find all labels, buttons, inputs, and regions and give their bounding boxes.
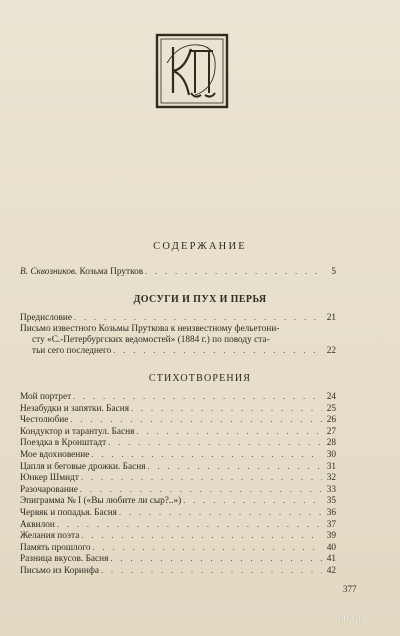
toc-entry: [20, 519, 336, 531]
leader-dots: [81, 530, 322, 542]
monogram-logo-icon: [155, 33, 229, 109]
leader-dots: [136, 426, 322, 438]
leader-dots: [183, 495, 322, 507]
toc-entry-title: Честолюбие: [20, 415, 69, 426]
toc-entry-letter-line-1: Письмо известного Козьмы Пруткова к неизвестному фельетони-: [20, 324, 280, 334]
leader-dots: [131, 403, 322, 415]
toc-entry-title: Аквилон: [20, 519, 55, 530]
toc-entry-title: Разница вкусов. Басня: [20, 554, 109, 565]
leader-dots: [110, 553, 322, 565]
section-heading-dosugi: ДОСУГИ И ПУХ И ПЕРЬЯ: [133, 294, 267, 305]
leader-dots: [80, 484, 322, 496]
toc-page-number: 24: [326, 392, 336, 402]
section-heading-poems: СТИХОТВОРЕНИЯ: [148, 373, 252, 384]
leader-dots: [119, 507, 322, 519]
toc-entry-title: Разочарование: [20, 484, 78, 495]
leader-dots: [145, 266, 322, 278]
toc-page-number: 33: [326, 484, 336, 495]
toc-entry-title: Юнкер Шмидт: [20, 473, 79, 484]
toc-entry-title: тьи сего последнего: [32, 346, 112, 356]
toc-entry-title: Мой портрет: [20, 392, 72, 402]
toc-entry-title: Письмо из Коринфа: [20, 566, 100, 576]
toc-author: В. Сквозников.: [20, 267, 78, 277]
leader-dots: [73, 391, 322, 403]
toc-page-number: 37: [326, 519, 336, 530]
toc-entry: [20, 565, 336, 577]
toc-entry: [20, 484, 336, 496]
toc-entry: [20, 414, 336, 426]
toc-page-number: 30: [326, 450, 336, 460]
leader-dots: [70, 414, 322, 426]
toc-entry: [20, 461, 336, 473]
toc-page-number: 22: [326, 346, 336, 356]
toc-entry: [20, 495, 336, 507]
leader-dots: [113, 345, 322, 357]
toc-page-number: 26: [326, 415, 336, 426]
toc-entry: [20, 391, 336, 403]
toc-entry-letter-line-2: сту «С.-Петербургских ведомостей» (1884 г.) по поводу ста-: [32, 335, 270, 345]
toc-entry-letter-line-3: [32, 345, 336, 357]
toc-page-number: 28: [326, 438, 336, 449]
contents-heading: СОДЕРЖАНИЕ: [153, 241, 247, 252]
leader-dots: [108, 437, 322, 449]
toc-page-number: 41: [326, 554, 336, 565]
toc-entry-title: Червяк и попадья. Басня: [20, 508, 117, 518]
toc-page-number: 27: [326, 426, 336, 437]
toc-page-number: 32: [326, 473, 336, 484]
watermark: au.ru: [338, 613, 361, 624]
toc-entry-title: [20, 266, 143, 278]
toc-page-number: 40: [326, 542, 336, 553]
toc-entry: [20, 449, 336, 461]
toc-entry-title: Незабудки и запятки. Басня: [20, 403, 130, 414]
toc-entry: [20, 507, 336, 519]
toc-entry: [20, 542, 336, 554]
toc-entry-title: Эпиграмма № I («Вы любите ли сыр?..»): [20, 496, 182, 507]
toc-page-number: 25: [326, 403, 336, 414]
toc-entry-title-text: Козьма Прутков: [79, 267, 144, 277]
toc-page-number: 36: [326, 508, 336, 518]
leader-dots: [91, 449, 322, 461]
toc-entry: [20, 553, 336, 565]
toc-page-number: 31: [326, 461, 336, 472]
leader-dots: [101, 565, 322, 577]
leader-dots: [148, 461, 323, 473]
toc-entry-intro: [20, 266, 336, 278]
toc-entry: [20, 426, 336, 438]
toc-entry: [20, 437, 336, 449]
toc-entry-title: Желания поэта: [20, 531, 80, 542]
toc-entry: [20, 530, 336, 542]
leader-dots: [93, 542, 322, 554]
toc-entry-title: Память прошлого: [20, 542, 91, 553]
toc-page-number: 39: [326, 531, 336, 542]
page-number: 377: [343, 584, 357, 594]
toc-entry-title: Кондуктор и тарантул. Басня: [20, 426, 135, 437]
toc-entry: [20, 472, 336, 484]
toc-page-number: 21: [326, 313, 336, 323]
leader-dots: [57, 519, 322, 531]
toc-page-number: 5: [331, 267, 336, 277]
toc-entry: [20, 403, 336, 415]
toc-page-number: 42: [326, 566, 336, 576]
leader-dots: [81, 472, 322, 484]
toc-entry-title: Предисловие: [20, 313, 72, 323]
toc-entry-title: Мое вдохновение: [20, 450, 90, 460]
toc-page-number: 35: [326, 496, 336, 507]
toc-entry-title: Поездка в Кронштадт: [20, 438, 107, 449]
toc-entry-title: Цапля и беговые дрожки. Басня: [20, 461, 146, 472]
